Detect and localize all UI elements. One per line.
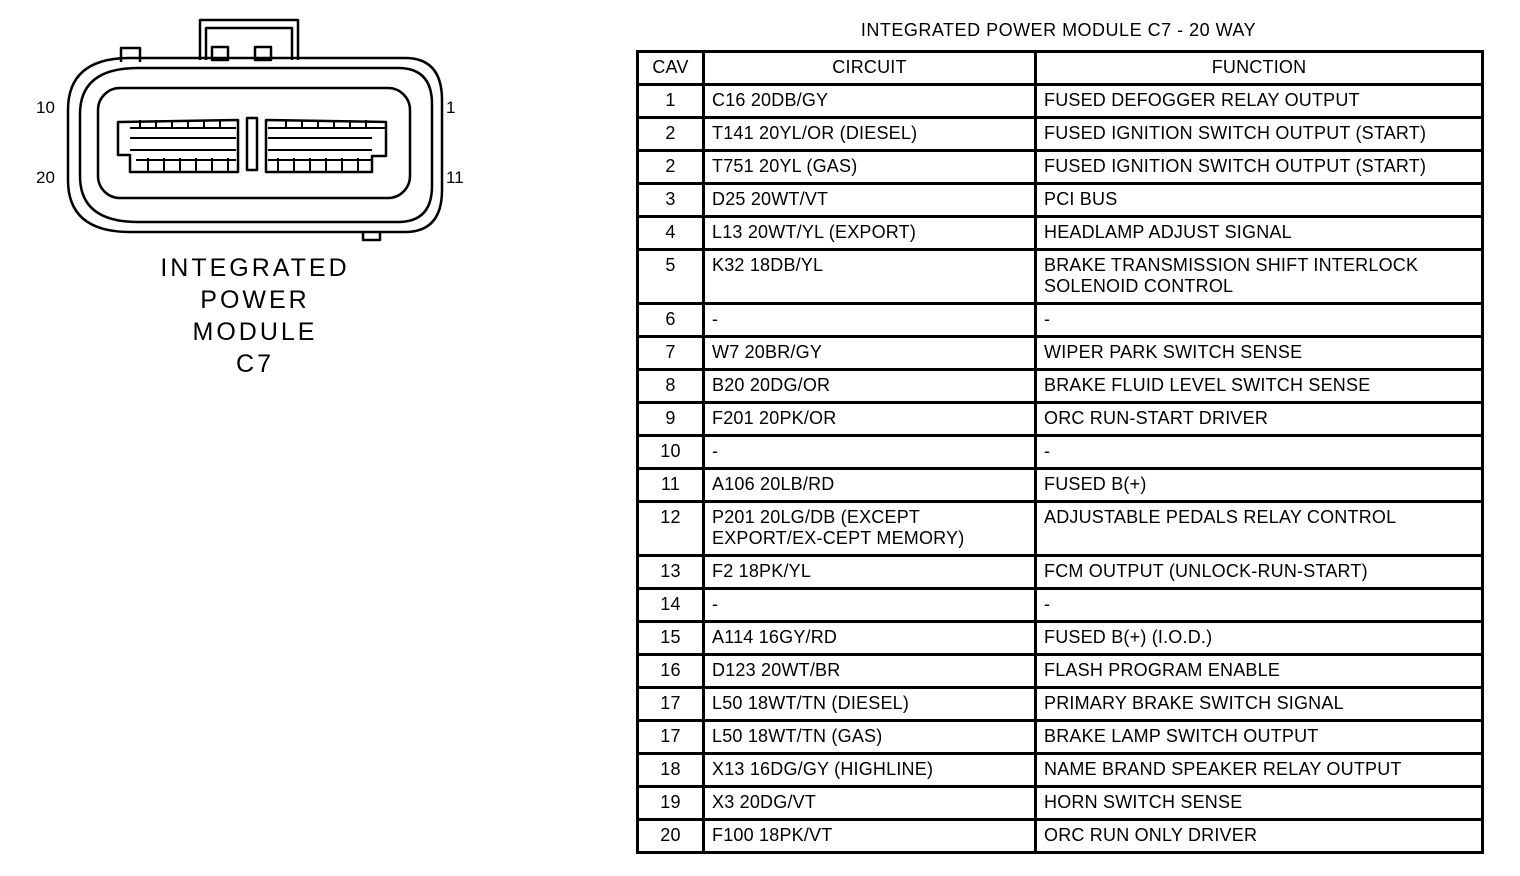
function-cell: FUSED IGNITION SWITCH OUTPUT (START)	[1036, 118, 1483, 151]
table-row	[638, 754, 1483, 787]
function-cell: HEADLAMP ADJUST SIGNAL	[1036, 217, 1483, 250]
header-circuit: CIRCUIT	[704, 52, 1036, 85]
table-row	[638, 820, 1483, 853]
circuit-cell: -	[704, 436, 1036, 469]
function-cell: ORC RUN ONLY DRIVER	[1036, 820, 1483, 853]
cav-cell: 14	[638, 589, 704, 622]
function-cell: FLASH PROGRAM ENABLE	[1036, 655, 1483, 688]
function-cell: FUSED B(+)	[1036, 469, 1483, 502]
circuit-cell: W7 20BR/GY	[704, 337, 1036, 370]
function-cell: -	[1036, 436, 1483, 469]
table-row	[638, 622, 1483, 655]
cav-cell: 19	[638, 787, 704, 820]
table-row	[638, 655, 1483, 688]
function-cell: BRAKE TRANSMISSION SHIFT INTERLOCK SOLENOID CONTROL	[1036, 250, 1483, 304]
cav-cell: 15	[638, 622, 704, 655]
table-row	[638, 436, 1483, 469]
cav-cell: 11	[638, 469, 704, 502]
circuit-cell: L50 18WT/TN (DIESEL)	[704, 688, 1036, 721]
function-cell: ORC RUN-START DRIVER	[1036, 403, 1483, 436]
circuit-cell: A106 20LB/RD	[704, 469, 1036, 502]
cav-cell: 6	[638, 304, 704, 337]
cav-cell: 12	[638, 502, 704, 556]
cav-cell: 1	[638, 85, 704, 118]
function-cell: FUSED DEFOGGER RELAY OUTPUT	[1036, 85, 1483, 118]
circuit-cell: T141 20YL/OR (DIESEL)	[704, 118, 1036, 151]
connector-title	[110, 252, 400, 380]
table-row	[638, 589, 1483, 622]
table-row	[638, 556, 1483, 589]
connector-title-line: INTEGRATED	[160, 254, 350, 282]
cav-cell: 3	[638, 184, 704, 217]
cav-cell: 2	[638, 118, 704, 151]
function-cell: -	[1036, 589, 1483, 622]
cav-cell: 16	[638, 655, 704, 688]
cav-cell: 7	[638, 337, 704, 370]
table-row	[638, 721, 1483, 754]
table-row	[638, 85, 1483, 118]
circuit-cell: X13 16DG/GY (HIGHLINE)	[704, 754, 1036, 787]
cav-cell: 10	[638, 436, 704, 469]
circuit-cell: D25 20WT/VT	[704, 184, 1036, 217]
cav-cell: 17	[638, 721, 704, 754]
cav-cell: 5	[638, 250, 704, 304]
function-cell: PRIMARY BRAKE SWITCH SIGNAL	[1036, 688, 1483, 721]
pin-label-11: 11	[446, 168, 464, 187]
connector-cavity-face	[98, 88, 410, 198]
function-cell: ADJUSTABLE PEDALS RELAY CONTROL	[1036, 502, 1483, 556]
cav-cell: 20	[638, 820, 704, 853]
function-cell: FCM OUTPUT (UNLOCK-RUN-START)	[1036, 556, 1483, 589]
circuit-cell: -	[704, 589, 1036, 622]
table-header-row	[638, 52, 1483, 85]
pin-label-10: 10	[36, 98, 55, 117]
function-cell: BRAKE FLUID LEVEL SWITCH SENSE	[1036, 370, 1483, 403]
circuit-cell: F201 20PK/OR	[704, 403, 1036, 436]
circuit-cell: F2 18PK/YL	[704, 556, 1036, 589]
circuit-cell: B20 20DG/OR	[704, 370, 1036, 403]
cav-cell: 13	[638, 556, 704, 589]
cav-cell: 8	[638, 370, 704, 403]
table-title: INTEGRATED POWER MODULE C7 - 20 WAY	[860, 20, 1257, 40]
function-cell: -	[1036, 304, 1483, 337]
pin-label-20: 20	[36, 168, 55, 187]
circuit-cell: L13 20WT/YL (EXPORT)	[704, 217, 1036, 250]
pinout-table-body	[638, 85, 1483, 853]
function-cell: FUSED IGNITION SWITCH OUTPUT (START)	[1036, 151, 1483, 184]
cav-cell: 18	[638, 754, 704, 787]
pinout-table	[636, 50, 1484, 854]
table-row	[638, 688, 1483, 721]
function-cell: BRAKE LAMP SWITCH OUTPUT	[1036, 721, 1483, 754]
circuit-cell: X3 20DG/VT	[704, 787, 1036, 820]
table-row	[638, 502, 1483, 556]
table-row	[638, 118, 1483, 151]
circuit-cell: A114 16GY/RD	[704, 622, 1036, 655]
function-cell: PCI BUS	[1036, 184, 1483, 217]
cav-cell: 17	[638, 688, 704, 721]
circuit-cell: D123 20WT/BR	[704, 655, 1036, 688]
circuit-cell: -	[704, 304, 1036, 337]
function-cell: FUSED B(+) (I.O.D.)	[1036, 622, 1483, 655]
table-row	[638, 370, 1483, 403]
circuit-cell: F100 18PK/VT	[704, 820, 1036, 853]
function-cell: HORN SWITCH SENSE	[1036, 787, 1483, 820]
cav-cell: 4	[638, 217, 704, 250]
table-row	[638, 469, 1483, 502]
header-cav: CAV	[638, 52, 704, 85]
connector-title-line: C7	[236, 350, 274, 378]
header-function: FUNCTION	[1036, 52, 1483, 85]
table-row	[638, 250, 1483, 304]
table-row	[638, 304, 1483, 337]
table-row	[638, 217, 1483, 250]
cavity-key	[247, 118, 257, 170]
circuit-cell: C16 20DB/GY	[704, 85, 1036, 118]
circuit-cell: P201 20LG/DB (EXCEPT EXPORT/EX-CEPT MEMORY)	[704, 502, 1036, 556]
table-row	[638, 151, 1483, 184]
circuit-cell: K32 18DB/YL	[704, 250, 1036, 304]
circuit-cell: T751 20YL (GAS)	[704, 151, 1036, 184]
cav-cell: 9	[638, 403, 704, 436]
connector-title-line: POWER	[200, 286, 310, 314]
function-cell: NAME BRAND SPEAKER RELAY OUTPUT	[1036, 754, 1483, 787]
table-row	[638, 787, 1483, 820]
circuit-cell: L50 18WT/TN (GAS)	[704, 721, 1036, 754]
pin-label-1: 1	[446, 98, 456, 117]
cav-cell: 2	[638, 151, 704, 184]
function-cell: WIPER PARK SWITCH SENSE	[1036, 337, 1483, 370]
table-row	[638, 337, 1483, 370]
table-row	[638, 184, 1483, 217]
table-row	[638, 403, 1483, 436]
connector-title-line: MODULE	[192, 318, 318, 346]
connector-latch	[200, 20, 298, 60]
